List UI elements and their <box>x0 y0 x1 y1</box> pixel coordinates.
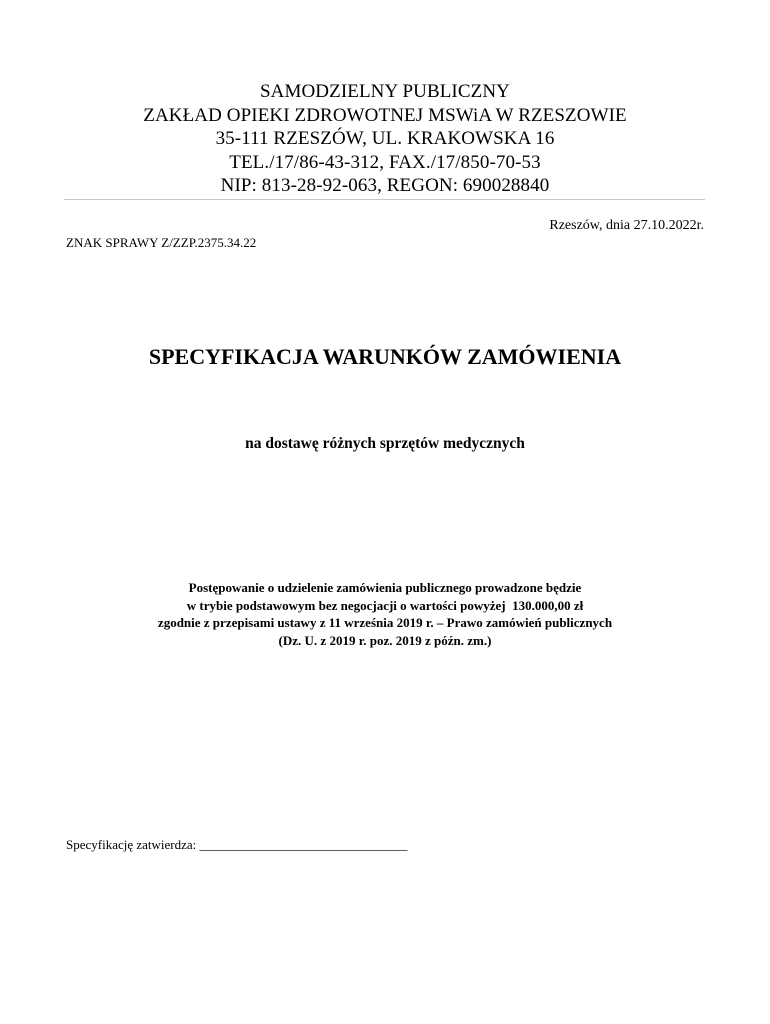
procedure-line: w trybie podstawowym bez negocjacji o wartości powyżej 130.000,00 zł <box>186 597 584 613</box>
header-divider <box>64 199 705 200</box>
header-line-institution-name: ZAKŁAD OPIEKI ZDROWOTNEJ MSWiA W RZESZOWIE <box>143 104 627 126</box>
header-line-phone-fax: TEL./17/86-43-312, FAX./17/850-70-53 <box>229 151 541 173</box>
header-line-address: 35-111 RZESZÓW, UL. KRAKOWSKA 16 <box>215 128 555 149</box>
procedure-line: Postępowanie o udzielenie zamówienia publicznego prowadzone będzie <box>188 580 582 595</box>
procedure-line: zgodnie z przepisami ustawy z 11 września 2019 r. – Prawo zamówień publicznych <box>157 615 613 630</box>
document-subtitle: na dostawę różnych sprzętów medycznych <box>245 435 525 452</box>
institution-header <box>0 80 770 198</box>
case-number: ZNAK SPRAWY Z/ZZP.2375.34.22 <box>66 235 257 250</box>
procedure-description <box>0 579 770 649</box>
document-title: SPECYFIKACJA WARUNKÓW ZAMÓWIENIA <box>148 344 622 369</box>
approval-signature-line: Specyfikację zatwierdza: ________________________________ <box>66 837 408 852</box>
procedure-line: (Dz. U. z 2019 r. poz. 2019 z późn. zm.) <box>278 632 492 648</box>
document-date: Rzeszów, dnia 27.10.2022r. <box>549 218 704 233</box>
header-line-institution-type: SAMODZIELNY PUBLICZNY <box>260 81 510 102</box>
header-line-tax-ids: NIP: 813-28-92-063, REGON: 690028840 <box>220 175 550 196</box>
